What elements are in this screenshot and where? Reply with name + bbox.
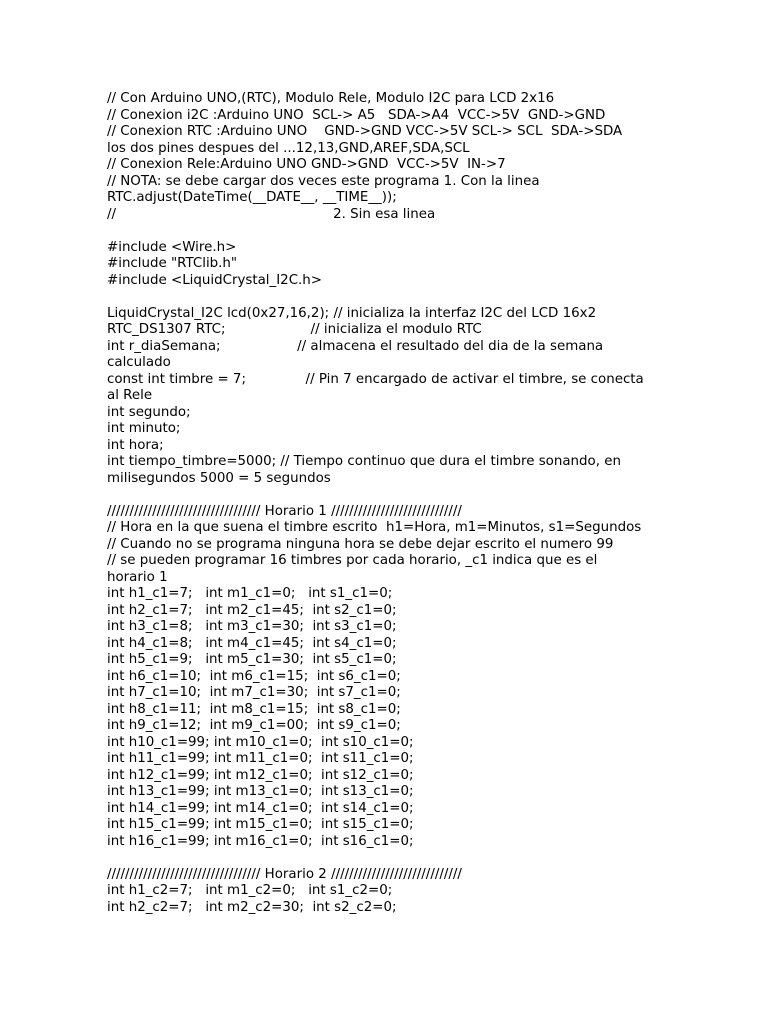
- code-line: int h6_c1=10; int m6_c1=15; int s6_c1=0;: [107, 668, 401, 684]
- blank-line: [107, 487, 747, 504]
- code-line: int h3_c1=8; int m3_c1=30; int s3_c1=0;: [107, 619, 397, 634]
- code-line: // Conexion Rele:Arduino UNO GND->GND VCC->5V IN->7: [107, 157, 506, 172]
- code-line: int tiempo_timbre=5000; // Tiempo continuo que dura el timbre sonando, en: [107, 454, 621, 469]
- code-line: RTC.adjust(DateTime(__DATE__, __TIME__));: [107, 190, 397, 205]
- code-line: #include <LiquidCrystal_I2C.h>: [107, 272, 323, 288]
- blank-line: [107, 223, 747, 240]
- code-line: int h2_c1=7; int m2_c1=45; int s2_c1=0;: [107, 602, 397, 618]
- code-line: // se pueden programar 16 timbres por cada horario, _c1 indica que es el: [107, 553, 598, 568]
- code-line: al Rele: [107, 388, 153, 403]
- code-line: // Cuando no se programa ninguna hora se debe dejar escrito el numero 99: [107, 536, 614, 552]
- blank-line: [107, 850, 747, 867]
- code-line: los dos pines despues del ...12,13,GND,AREF,SDA,SCL: [107, 140, 470, 156]
- code-line: // Conexion RTC :Arduino UNO GND->GND VCC->5V SCL-> SCL SDA->SDA: [107, 124, 623, 139]
- code-line: int h2_c2=7; int m2_c2=30; int s2_c2=0;: [107, 899, 397, 915]
- code-line: int hora;: [107, 437, 164, 453]
- code-line: // Con Arduino UNO,(RTC), Modulo Rele, Modulo I2C para LCD 2x16: [107, 91, 555, 106]
- code-line: int minuto;: [107, 421, 181, 436]
- code-line: ////////////////////////////////// Horario 1 /////////////////////////////: [107, 503, 462, 519]
- blank-line: [107, 289, 747, 306]
- code-line: int h10_c1=99; int m10_c1=0; int s10_c1=0;: [107, 734, 414, 750]
- code-line: // Hora en la que suena el timbre escrito h1=Hora, m1=Minutos, s1=Segundos: [107, 520, 642, 535]
- code-line: RTC_DS1307 RTC; // inicializa el modulo RTC: [107, 322, 482, 337]
- code-line: int h14_c1=99; int m14_c1=0; int s14_c1=0;: [107, 800, 414, 816]
- code-line: int h7_c1=10; int m7_c1=30; int s7_c1=0;: [107, 685, 401, 700]
- code-line: milisegundos 5000 = 5 segundos: [107, 470, 331, 486]
- code-line: int h1_c2=7; int m1_c2=0; int s1_c2=0;: [107, 883, 393, 898]
- code-text-block: [107, 91, 747, 916]
- code-line: calculado: [107, 355, 171, 370]
- code-line: int h13_c1=99; int m13_c1=0; int s13_c1=0;: [107, 784, 414, 799]
- code-line: ////////////////////////////////// Horario 2 /////////////////////////////: [107, 866, 462, 882]
- code-line: // Conexion i2C :Arduino UNO SCL-> A5 SDA->A4 VCC->5V GND->GND: [107, 107, 606, 123]
- code-line: LiquidCrystal_I2C lcd(0x27,16,2); // inicializa la interfaz I2C del LCD 16x2: [107, 305, 597, 321]
- code-line: int h4_c1=8; int m4_c1=45; int s4_c1=0;: [107, 635, 397, 651]
- code-line: int h11_c1=99; int m11_c1=0; int s11_c1=0;: [107, 751, 414, 766]
- code-line: horario 1: [107, 569, 168, 585]
- code-line: int h5_c1=9; int m5_c1=30; int s5_c1=0;: [107, 652, 397, 667]
- code-line: // 2. Sin esa linea: [107, 206, 436, 222]
- code-line: const int timbre = 7; // Pin 7 encargado de activar el timbre, se conecta: [107, 371, 644, 387]
- code-line: int h15_c1=99; int m15_c1=0; int s15_c1=0;: [107, 817, 414, 832]
- code-line: #include <Wire.h>: [107, 239, 237, 255]
- code-line: int segundo;: [107, 404, 191, 420]
- code-line: int h12_c1=99; int m12_c1=0; int s12_c1=0;: [107, 767, 414, 783]
- code-line: int h1_c1=7; int m1_c1=0; int s1_c1=0;: [107, 586, 393, 601]
- code-line: // NOTA: se debe cargar dos veces este programa 1. Con la linea: [107, 173, 540, 189]
- code-line: #include "RTClib.h": [107, 256, 238, 271]
- code-line: int h8_c1=11; int m8_c1=15; int s8_c1=0;: [107, 701, 401, 717]
- code-line: int r_diaSemana; // almacena el resultado del dia de la semana: [107, 338, 604, 354]
- code-line: int h9_c1=12; int m9_c1=00; int s9_c1=0;: [107, 718, 401, 733]
- code-line: int h16_c1=99; int m16_c1=0; int s16_c1=0;: [107, 833, 414, 849]
